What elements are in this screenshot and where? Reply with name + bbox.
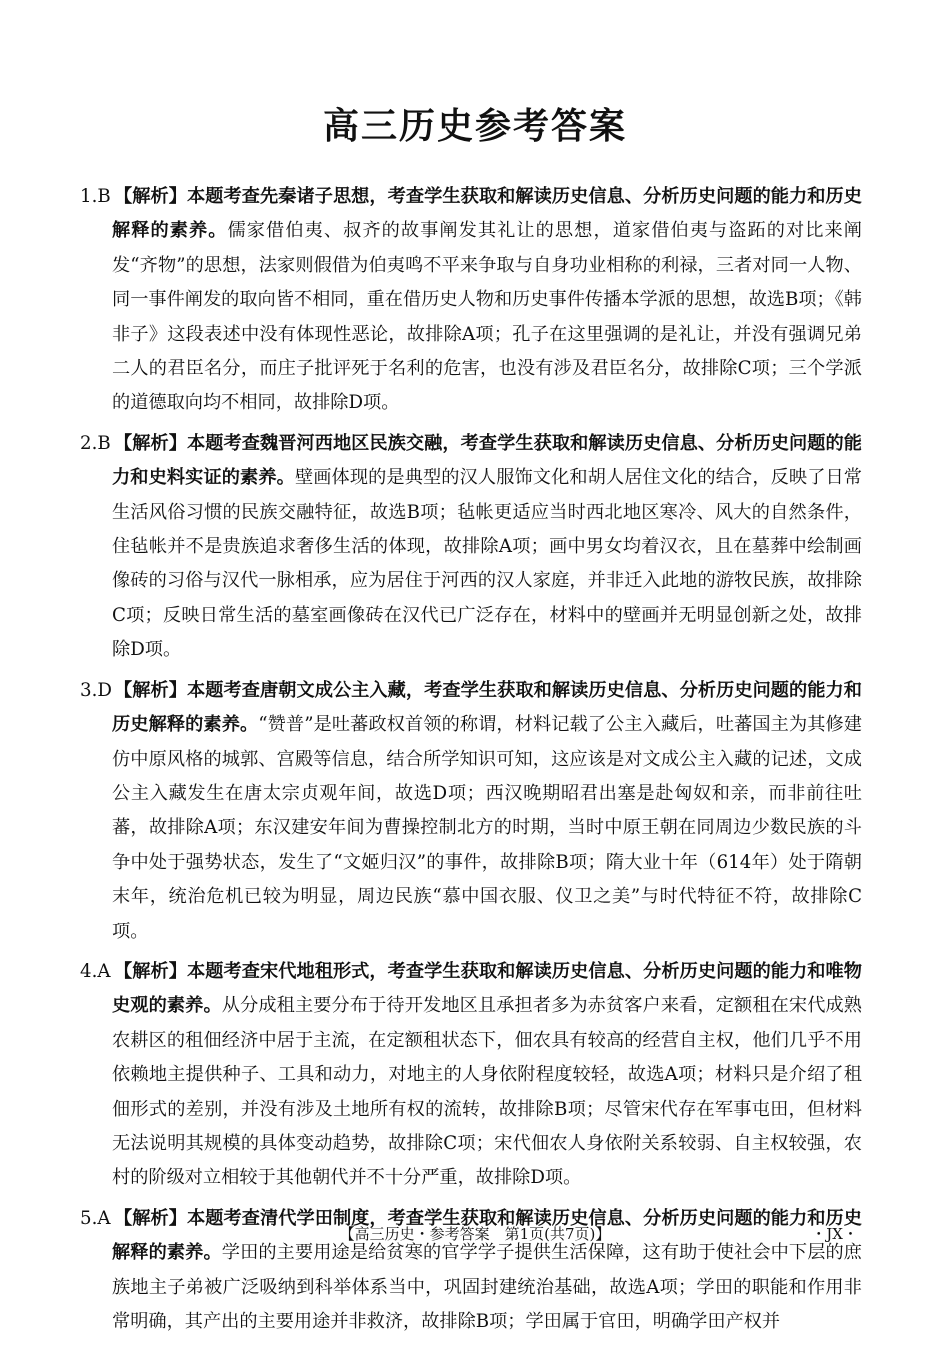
question-number: 1.B: [80, 186, 111, 207]
analysis-body: 壁画体现的是典型的汉人服饰文化和胡人居住文化的结合，反映了日常生活风俗习惯的民族交融特征，故选B项；毡帐更适应当时西北地区寒冷、风大的自然条件，住毡帐并不是贵族追求奢侈生活的体现，故排除A项；画中男女均着汉衣，且在墓葬中绘制画像砖的习俗与汉代一脉相承，应为居住于河西的汉人家庭，并非迁入此地的游牧民族，故排除C项；反映日常生活的墓室画像砖在汉代已广泛存在，材料中的壁画并无明显创新之处，故排除D项。: [112, 467, 862, 661]
edition-code: ・JX・: [811, 1225, 858, 1243]
analysis-tag: 【解析】: [114, 432, 187, 454]
question-number: 2.B: [80, 432, 111, 454]
analysis-tag: 【解析】: [114, 960, 187, 982]
question-number: 5.A: [80, 1207, 111, 1229]
answer-choice: B: [97, 432, 111, 454]
analysis-lead: 本题考查宋代地租形式，考查学生获取和解读历史信息、分析历史问题的能力和唯物史观的素养。: [112, 960, 862, 1017]
answer-item-2: [80, 427, 862, 668]
analysis-tag: 【解析】: [114, 1207, 187, 1229]
answer-choice: A: [97, 1207, 111, 1229]
answer-choice: B: [97, 186, 111, 207]
answer-item-3: [80, 674, 862, 949]
page-footer: 【高三历史・参考答案 第1页(共7页)】: [339, 1225, 611, 1243]
analysis-tag: 【解析】: [114, 186, 187, 207]
answer-list: [80, 180, 862, 1345]
analysis-body: 学田的主要用途是给贫寒的官学学子提供生活保障，这有助于使社会中下层的庶族地主子弟被广泛吸纳到科举体系当中，巩固封建统治基础，故选A项；学田的职能和作用非常明确，其产出的主要用途并非救济，故排除B项；学田属于官田，明确学田产权并: [112, 1242, 862, 1332]
answer-item-1: [80, 180, 862, 421]
answer-choice: A: [97, 960, 111, 982]
analysis-tag: 【解析】: [114, 679, 187, 701]
analysis-body: 儒家借伯夷、叔齐的故事阐发其礼让的思想，道家借伯夷与盗跖的对比来阐发“齐物”的思想，法家则假借为伯夷鸣不平来争取与自身功业相称的利禄，三者对同一人物、同一事件阐发的取向皆不相同，重在借历史人物和历史事件传播本学派的思想，故选B项；《韩非子》这段表述中没有体现性恶论，故排除A项；孔子在这里强调的是礼让，并没有强调兄弟二人的君臣名分，而庄子批评死于名利的危害，也没有涉及君臣名分，故排除C项；三个学派的道德取向均不相同，故排除D项。: [112, 220, 862, 414]
question-number: 3.D: [80, 679, 112, 701]
analysis-lead: 本题考查魏晋河西地区民族交融，考查学生获取和解读历史信息、分析历史问题的能力和史料实证的素养。: [112, 432, 862, 489]
question-number: 4.A: [80, 960, 111, 982]
analysis-body: 从分成租主要分布于待开发地区且承担者多为赤贫客户来看，定额租在宋代成熟农耕区的租佃经济中居于主流，在定额租状态下，佃农具有较高的经营自主权，他们几乎不用依赖地主提供种子、工具和动力，对地主的人身依附程度较轻，故选A项；材料只是介绍了租佃形式的差别，并没有涉及土地所有权的流转，故排除B项；尽管宋代存在军事屯田，但材料无法说明其规模的具体变动趋势，故排除C项；宋代佃农人身依附关系较弱、自主权较强，农村的阶级对立相较于其他朝代并不十分严重，故排除D项。: [112, 995, 862, 1189]
page-title: 高三历史参考答案: [322, 106, 627, 147]
answer-item-4: [80, 955, 862, 1196]
analysis-lead: 本题考查先秦诸子思想，考查学生获取和解读历史信息、分析历史问题的能力和历史解释的素养。: [112, 186, 862, 242]
answer-choice: D: [97, 679, 112, 701]
analysis-body: “赞普”是吐蕃政权首领的称谓，材料记载了公主入藏后，吐蕃国主为其修建仿中原风格的城郭、宫殿等信息，结合所学知识可知，这应该是对文成公主入藏的记述，文成公主入藏发生在唐太宗贞观年间，故选D项；西汉晚期昭君出塞是赴匈奴和亲，而非前往吐蕃，故排除A项；东汉建安年间为曹操控制北方的时期，当时中原王朝在同周边少数民族的斗争中处于强势状态，发生了“文姬归汉”的事件，故排除B项；隋大业十年（614年）处于隋朝末年，统治危机已较为明显，周边民族“慕中国衣服、仪卫之美”与时代特征不符，故排除C项。: [112, 714, 862, 942]
analysis-lead: 本题考查唐朝文成公主入藏，考查学生获取和解读历史信息、分析历史问题的能力和历史解释的素养。: [112, 679, 862, 736]
analysis-lead: 本题考查清代学田制度，考查学生获取和解读历史信息、分析历史问题的能力和历史解释的素养。: [112, 1207, 862, 1264]
